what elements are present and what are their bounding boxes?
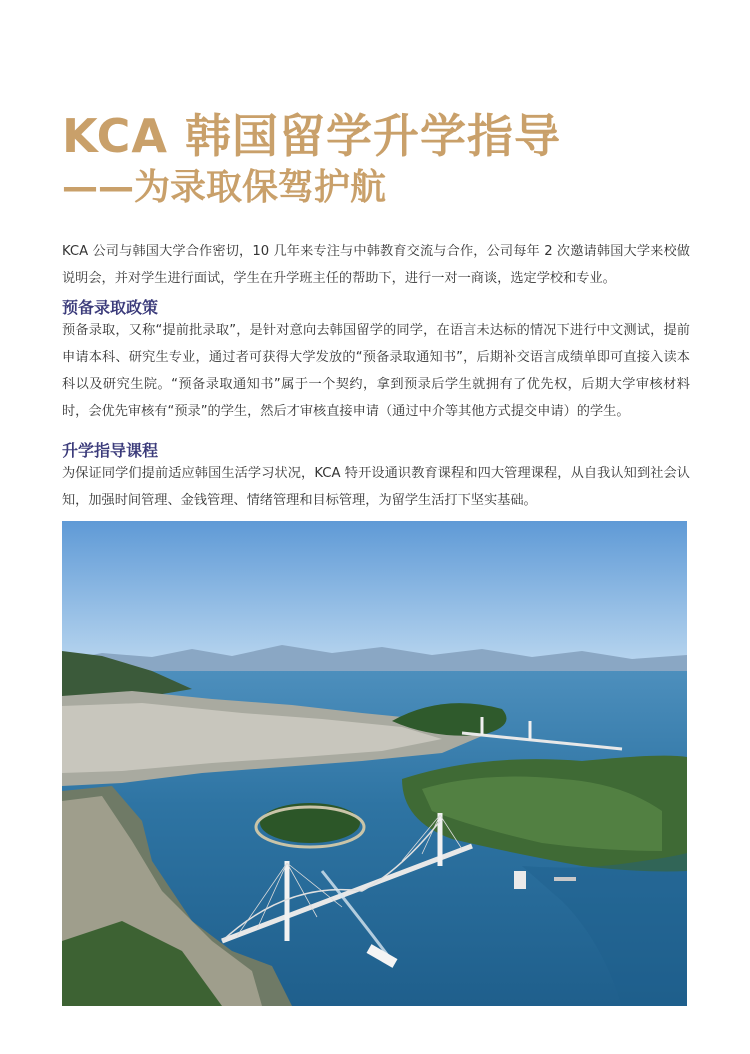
section-heading-pre-admission: 预备录取政策 [62,298,159,317]
small-island [260,803,360,843]
harbor-city-photo [62,521,687,1006]
harbor-city-illustration [62,521,687,1006]
page-title: KCA 韩国留学升学指导 [62,109,561,163]
section-body-guidance-course: 为保证同学们提前适应韩国生活学习状况，KCA 特开设通识教育课程和四大管理课程，从自我认知到社会认知，加强时间管理、金钱管理、情绪管理和目标管理，为留学生活打下坚实基础。 [62,466,690,508]
page-subtitle: ——为录取保驾护航 [62,167,387,208]
ship-white [514,871,526,889]
section-heading-guidance-course: 升学指导课程 [62,441,159,460]
section-body-pre-admission: 预备录取，又称“提前批录取”，是针对意向去韩国留学的同学，在语言未达标的情况下进行中文测试，提前申请本科、研究生专业，通过者可获得大学发放的“预备录取通知书”，后期补交语言成绩单即可直接入读本科以及研究生院。“预备录取通知书”属于一个契约，拿到预录后学生就拥有了优先权，后期大学审核材料时，会优先审核有“预录”的学生，然后才审核直接申请（通过中介等其他方式提交申请）的学生。 [62,323,690,419]
intro-paragraph: KCA 公司与韩国大学合作密切，10 几年来专注与中韩教育交流与合作，公司每年 2 次邀请韩国大学来校做说明会，并对学生进行面试，学生在升学班主任的帮助下，进行一对一商谈，选定学校和专业。 [62,244,690,286]
